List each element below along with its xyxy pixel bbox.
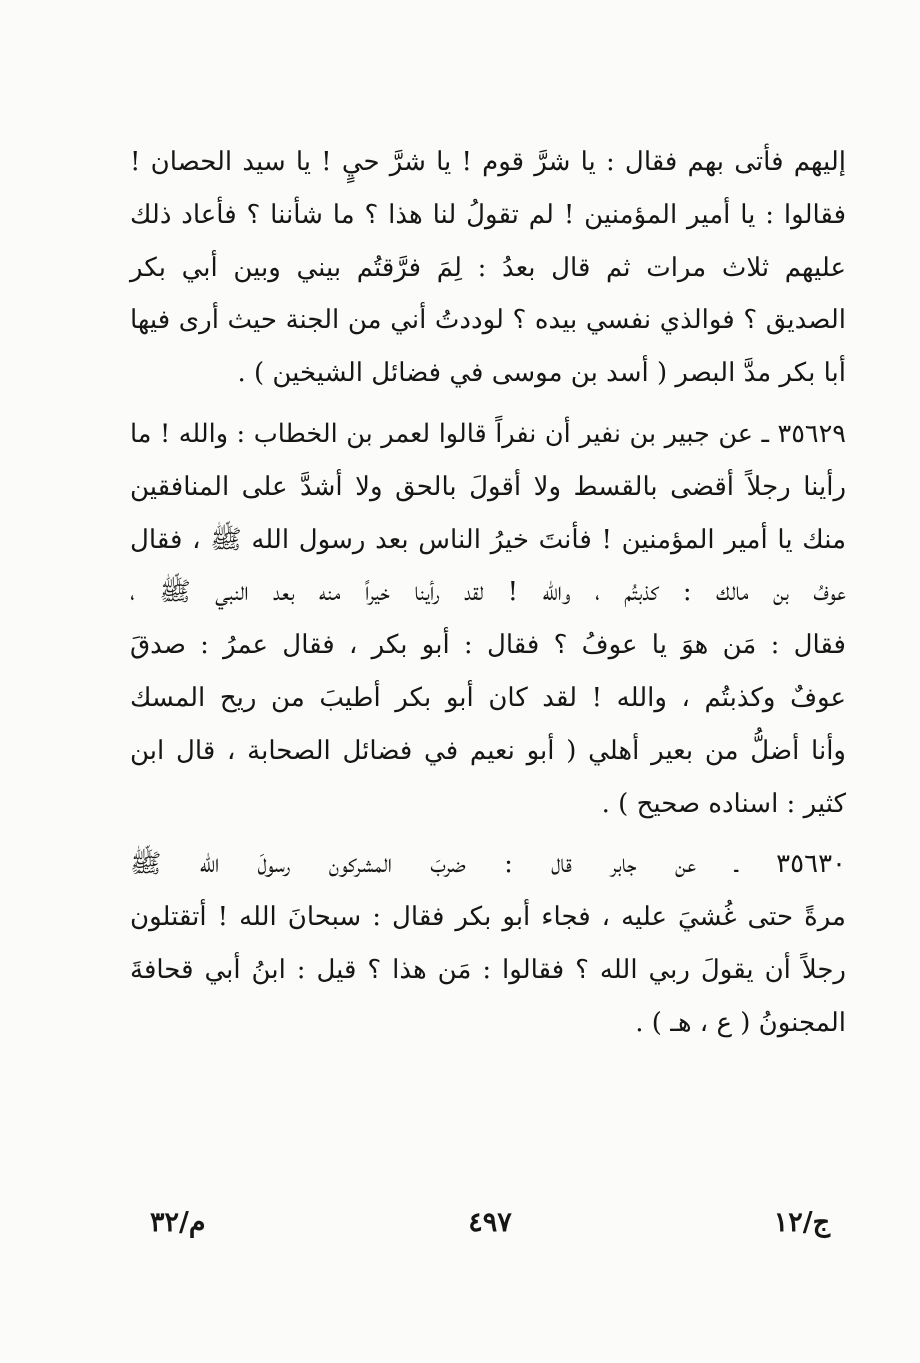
text-line: عوفٌ وكذبتُم ، والله ! لقد كان أبو بكر أطيبَ من ريح المسك	[130, 682, 846, 713]
page-footer	[150, 1198, 830, 1248]
text-line: منك يا أمير المؤمنين ! فأنتَ خيرُ الناس بعد رسول الله ﷺ ، فقال	[130, 524, 846, 555]
paragraph-hadith-35630	[130, 838, 846, 1049]
text-line: عليهم ثلاث مرات ثم قال بعدُ : لِمَ فرَّقتُم بيني وبين أبي بكر	[130, 252, 846, 283]
text-line: فقالوا : يا أمير المؤمنين ! لم تقولُ لنا هذا ؟ ما شأننا ؟ فأعاد ذلك	[130, 199, 846, 230]
paragraph-hadith-35629	[130, 408, 846, 830]
text-line: أبا بكر مدَّ البصر ( أسد بن موسى في فضائل الشيخين ) .	[237, 358, 846, 389]
paragraph-gap	[130, 400, 846, 408]
text-line: عوفُ بن مالك : كذبتُم ، والله ! لقد رأينا خيراً منه بعد النبي ﷺ ،	[130, 577, 846, 608]
paragraph-gap	[130, 830, 846, 838]
signature-mark: م/٣٢	[150, 1207, 206, 1238]
text-line: رأينا رجلاً أقضى بالقسط ولا أقولَ بالحق ولا أشدَّ على المنافقين	[130, 471, 846, 502]
text-line: فقال : مَن هوَ يا عوفُ ؟ فقال : أبو بكر ، فقال عمرُ : صدقَ	[130, 630, 846, 661]
text-line: مرةً حتى غُشيَ عليه ، فجاء أبو بكر فقال : سبحانَ الله ! أتقتلون	[130, 902, 846, 933]
paragraph-intro	[130, 136, 846, 400]
text-line: ٣٥٦٣٠ ـ عن جابر قال : ضربَ المشركون رسولَ الله ﷺ	[130, 849, 846, 880]
text-line: ٣٥٦٢٩ ـ عن جبير بن نفير أن نفراً قالوا لعمر بن الخطاب : والله ! ما	[130, 418, 846, 449]
text-line: المجنونُ ( ع ، هـ ) .	[635, 1007, 846, 1038]
text-line: إليهم فأتى بهم فقال : يا شرَّ قوم ! يا شرَّ حيٍ ! يا سيد الحصان !	[130, 147, 846, 177]
text-line: وأنا أضلُّ من بعير أهلي ( أبو نعيم في فضائل الصحابة ، قال ابن	[130, 735, 846, 766]
main-text	[130, 136, 846, 1050]
volume-mark: ج/١٢	[773, 1207, 830, 1238]
text-line: رجلاً أن يقولَ ربي الله ؟ فقالوا : مَن هذا ؟ قيل : ابنُ أبي قحافةَ	[130, 954, 846, 985]
page-number: ٤٩٧	[468, 1207, 512, 1238]
text-line: الصديق ؟ فوالذي نفسي بيده ؟ لوددتُ أني من الجنة حيث أرى فيها	[130, 305, 846, 336]
text-line: كثير : اسناده صحيح ) .	[601, 788, 846, 819]
